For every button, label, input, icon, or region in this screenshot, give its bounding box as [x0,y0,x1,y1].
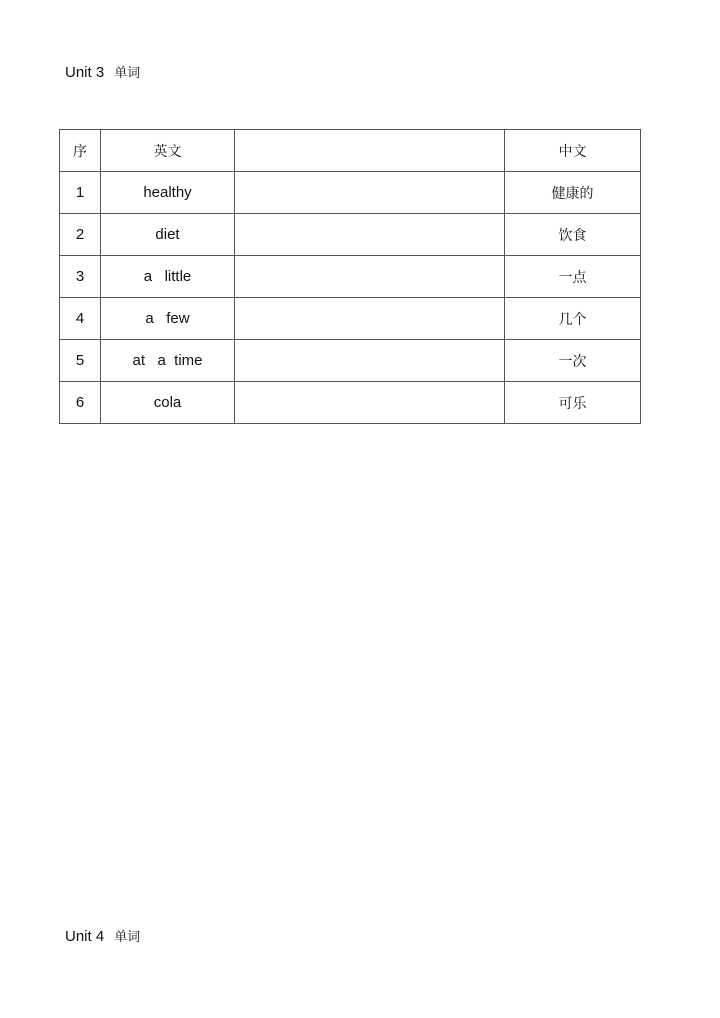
row-english: at a time [101,340,235,382]
row-blank [235,172,505,214]
row-english: cola [101,382,235,424]
row-number: 2 [60,214,101,256]
row-number: 5 [60,340,101,382]
row-chinese: 饮食 [505,214,641,256]
unit4-subtitle: 单词 [114,930,141,945]
unit4-title: Unit 4 [65,928,105,945]
row-blank [235,214,505,256]
row-number: 6 [60,382,101,424]
table-row [60,340,641,382]
row-number: 4 [60,298,101,340]
table-row [60,172,641,214]
row-english: a few [101,298,235,340]
table-header-row [60,130,641,172]
unit4-heading [65,928,140,947]
row-blank [235,340,505,382]
row-blank [235,298,505,340]
unit3-subtitle: 单词 [114,66,141,81]
table-row [60,214,641,256]
header-chinese: 中文 [505,130,641,172]
row-chinese: 一点 [505,256,641,298]
row-blank [235,382,505,424]
table-row [60,298,641,340]
row-english: diet [101,214,235,256]
header-blank [235,130,505,172]
header-english: 英文 [101,130,235,172]
row-chinese: 健康的 [505,172,641,214]
row-number: 1 [60,172,101,214]
header-number: 序 [60,130,101,172]
vocabulary-table [59,129,641,424]
row-english: healthy [101,172,235,214]
row-chinese: 几个 [505,298,641,340]
row-english: a little [101,256,235,298]
row-blank [235,256,505,298]
row-chinese: 可乐 [505,382,641,424]
unit3-heading [65,64,140,83]
table-row [60,382,641,424]
table-row [60,256,641,298]
row-number: 3 [60,256,101,298]
row-chinese: 一次 [505,340,641,382]
unit3-title: Unit 3 [65,64,105,81]
